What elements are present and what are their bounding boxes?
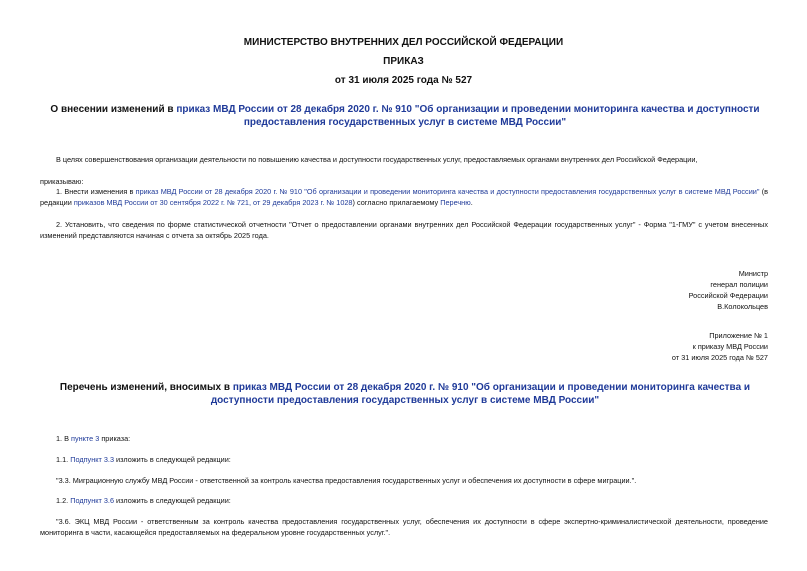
intro-paragraph: В целях совершенствования организации деятельности по повышению качества и доступности государственных услуг, предоставляемых органами внутренних дел Российской Федерации, (56, 155, 698, 164)
change-1-2-text: "3.6. ЭКЦ МВД России - ответственным за контроль качества предоставления государственных услуг, обеспечения их доступности в сфере экспертно-криминалистической деятельности, проведение мониторинга в части, касающейся предоставляемых на федеральном уровне государственных услуг.". (40, 517, 768, 537)
change-1-2-text-b: изложить в следующей редакции: (114, 496, 231, 505)
change-1-1-text-b: изложить в следующей редакции: (114, 455, 231, 464)
change-1-2 (56, 495, 756, 506)
list-title (40, 381, 770, 407)
change-1-2-text-a: 1.2. (56, 496, 71, 505)
list-title-prefix: Перечень изменений, вносимых в (59, 382, 233, 393)
list-title-link[interactable]: приказ МВД России от 28 декабря 2020 г. № 910 "Об организации и проведении мониторинга качества и доступности предоставления государственных услуг в системе МВД России" (210, 382, 751, 406)
order-910-link[interactable]: приказ МВД России от 28 декабря 2020 г. № 910 (135, 187, 302, 196)
document-title-link[interactable]: приказ МВД России от 28 декабря 2020 г. № 910 "Об организации и проведении мониторинга качества и доступности предоставления государственных услуг в системе МВД России" (176, 104, 760, 128)
paragraph-1-text-c: (в редакции (40, 187, 769, 207)
change-1-1-text-a: 1.1. (56, 455, 71, 464)
appendix-block (560, 330, 768, 363)
change-1-text-b: приказа: (99, 434, 131, 443)
signature-rank: генерал полиции (710, 280, 768, 289)
appendix-number: Приложение № 1 (709, 331, 768, 340)
paragraph-1-text-d: ) согласно прилагаемому (352, 198, 441, 207)
paragraph-2: 2. Установить, что сведения по форме статистической отчетности "Отчет о предоставлении органами внутренних дел Российской Федерации государственных услуг" - Форма "1-ГМУ" с учетом внесенных изменений представляются начиная с отчета за октябрь 2025 года. (40, 220, 768, 240)
point-3-link[interactable]: пункте 3 (71, 434, 100, 443)
change-1-text-a: 1. В (56, 434, 72, 443)
doc-type-heading: ПРИКАЗ (383, 56, 424, 67)
list-link[interactable]: Перечню (440, 198, 471, 207)
ministry-heading: МИНИСТЕРСТВО ВНУТРЕННИХ ДЕЛ РОССИЙСКОЙ ФЕДЕРАЦИИ (243, 37, 564, 48)
change-1-1 (56, 454, 756, 465)
signature-country: Российской Федерации (688, 291, 768, 300)
appendix-date: от 31 июля 2025 года № 527 (671, 353, 768, 362)
paragraph-1-text-a: 1. Внести изменения в (56, 187, 136, 196)
change-1 (56, 433, 756, 444)
paragraph-1-text-e: . (470, 198, 473, 207)
subpoint-3-6-link[interactable]: Подпункт 3.6 (70, 496, 115, 505)
signature-position: Министр (738, 269, 768, 278)
doc-date-number: от 31 июля 2025 года № 527 (334, 75, 473, 86)
paragraph-1 (40, 186, 768, 208)
signature-name: В.Колокольцев (717, 302, 768, 311)
order-910-title-link[interactable]: "Об организации и проведении мониторинга качества и доступности предоставления государственных услуг в системе МВД России" (304, 187, 760, 196)
subpoint-3-3-link[interactable]: Подпункт 3.3 (70, 455, 115, 464)
document-title-prefix: О внесении изменений в (50, 104, 177, 115)
signature-block (560, 268, 768, 312)
appendix-ref: к приказу МВД России (692, 342, 768, 351)
document-title (40, 103, 770, 129)
order-word: приказываю: (40, 177, 84, 186)
change-1-1-text: "3.3. Миграционную службу МВД России - ответственной за контроль качества предоставления государственных услуг и обеспечения их доступности в сфере миграции.". (56, 476, 637, 485)
amending-orders-link[interactable]: приказов МВД России от 30 сентября 2022 г. № 721, от 29 декабря 2023 г. № 1028 (73, 198, 353, 207)
